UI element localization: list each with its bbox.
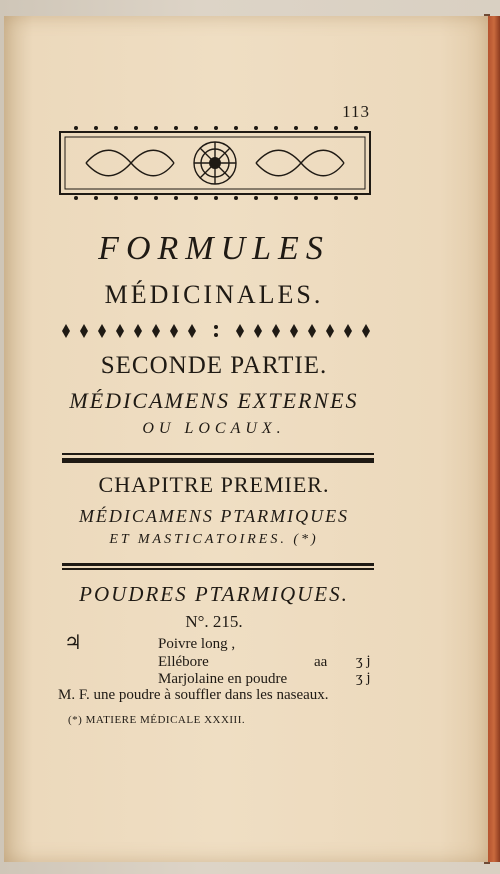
book-page: [4, 16, 488, 862]
section-title: POUDRES PTARMIQUES.: [79, 582, 349, 606]
part-title: SECONDE PARTIE.: [100, 352, 328, 379]
formula-number: N°. 215.: [185, 612, 243, 631]
footnote: (*) MATIERE MÉDICALE XXXIII.: [68, 714, 246, 726]
page-number: 113: [342, 102, 370, 121]
dose-aa: aa: [314, 654, 328, 670]
part-subtitle-2: OU LOCAUX.: [142, 420, 286, 437]
red-page-edge: [488, 16, 500, 862]
dose-unit-2: ʒ j: [356, 670, 371, 686]
fleuron-border: [56, 320, 376, 342]
chapter-subtitle-2: ET MASTICATOIRES. (*): [109, 532, 319, 547]
double-rule-2: [62, 562, 374, 572]
ingredient-1: Poivre long ,: [158, 636, 236, 652]
ingredient-2: Ellébore: [158, 654, 209, 670]
chapter-title: CHAPITRE PREMIER.: [98, 472, 330, 497]
dose-unit-1: ʒ j: [356, 653, 371, 669]
chapter-subtitle-1: MÉDICAMENS PTARMIQUES: [78, 506, 350, 526]
ornamental-headpiece: [56, 124, 374, 200]
preparation-instruction: M. F. une poudre à souffler dans les naseaux.: [58, 687, 329, 703]
double-rule-1: [62, 452, 374, 464]
title-line-2: MÉDICINALES.: [104, 280, 324, 309]
part-subtitle-1: MÉDICAMENS EXTERNES: [69, 388, 359, 413]
title-line-1: FORMULES: [98, 230, 330, 267]
recipe-symbol: ♃: [64, 632, 82, 654]
ingredient-3: Marjolaine en poudre: [158, 671, 288, 687]
